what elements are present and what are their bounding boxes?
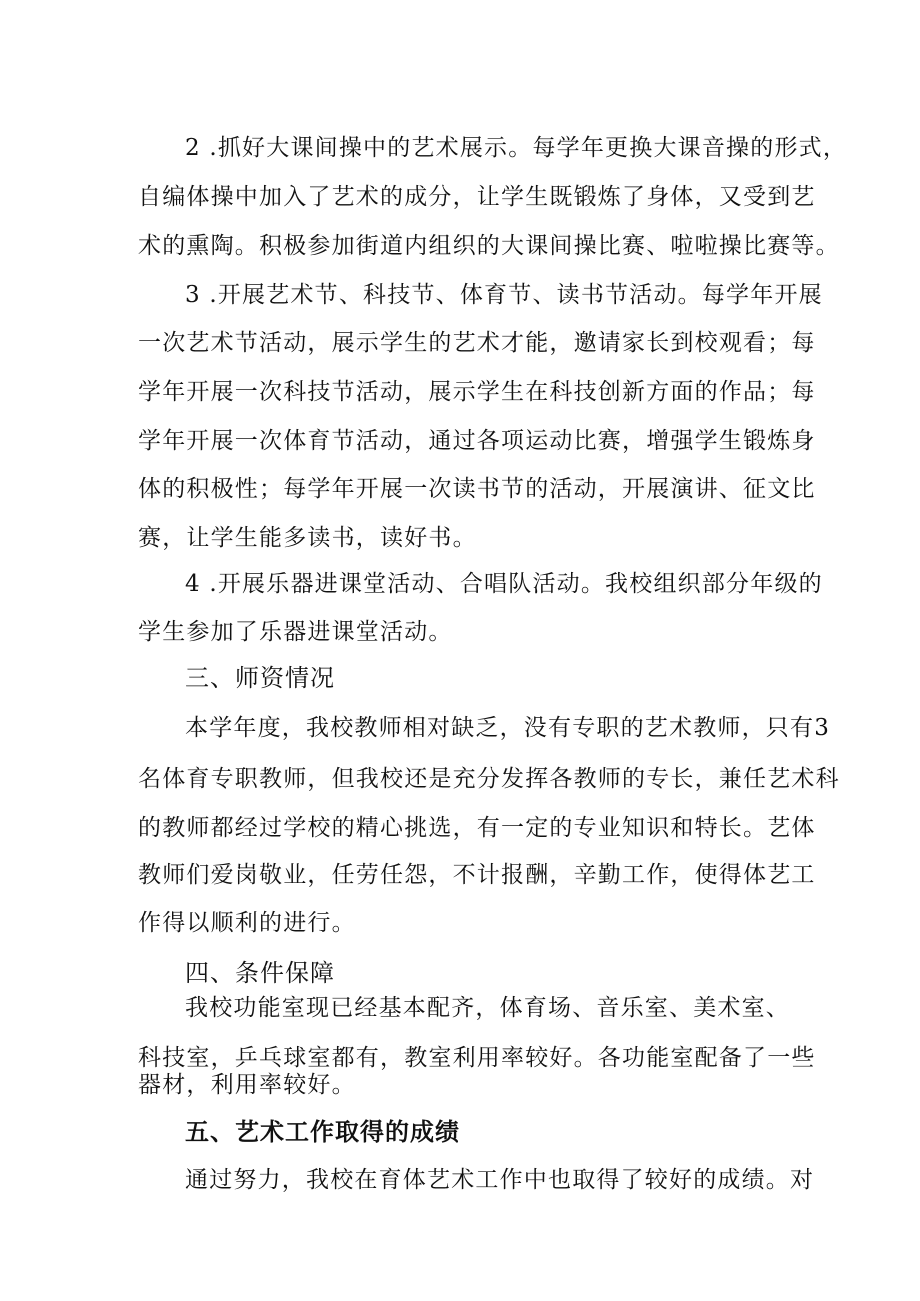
paragraph-4-line-1: 4 .开展乐器进课堂活动、合唱队活动。我校组织部分年级的 [185, 571, 823, 597]
paragraph-2-line-2: 自编体操中加入了艺术的成分，让学生既锻炼了身体，又受到艺 [138, 184, 816, 210]
paragraph-5-line-4: 教师们爱岗敬业，任劳任怨，不计报酬，辛勤工作，使得体艺工 [138, 862, 816, 888]
paragraph-2-line-3: 术的熏陶。积极参加街道内组织的大课间操比赛、啦啦操比赛等。 [138, 233, 840, 259]
paragraph-5-line-5: 作得以顺利的进行。 [138, 910, 356, 936]
paragraph-2-line-1: 2 .抓好大课间操中的艺术展示。每学年更换大课音操的形式， [185, 135, 848, 161]
paragraph-3-line-1: 3 .开展艺术节、科技节、体育节、读书节活动。每学年开展 [185, 282, 823, 308]
paragraph-3-line-3: 学年开展一次科技节活动，展示学生在科技创新方面的作品；每 [138, 379, 816, 405]
paragraph-5-line-3: 的教师都经过学校的精心挑选，有一定的专业知识和特长。艺体 [138, 815, 816, 841]
paragraph-7-line-1: 通过努力，我校在育体艺术工作中也取得了较好的成绩。对 [185, 1167, 815, 1193]
paragraph-6-line-2: 科技室，乒乓球室都有，教室利用率较好。各功能室配备了一些 [138, 1045, 816, 1071]
paragraph-3-line-4: 学年开展一次体育节活动，通过各项运动比赛，增强学生锻炼身 [138, 428, 816, 454]
paragraph-3-line-5: 体的积极性；每学年开展一次读书节的活动，开展演讲、征文比 [138, 476, 816, 502]
paragraph-5-line-1: 本学年度，我校教师相对缺乏，没有专职的艺术教师，只有3 [185, 715, 831, 741]
paragraph-3-line-6: 赛，让学生能多读书，读好书。 [138, 525, 477, 551]
paragraph-4-line-2: 学生参加了乐器进课堂活动。 [138, 619, 453, 645]
section-4-heading: 四、条件保障 [185, 959, 335, 987]
section-5-heading: 五、艺术工作取得的成绩 [185, 1118, 460, 1146]
section-3-heading: 三、师资情况 [185, 664, 335, 692]
paragraph-6-line-1: 我校功能室现已经基本配齐，体育场、音乐室、美术室、 [185, 995, 790, 1021]
paragraph-6-line-3: 器材，利用率较好。 [138, 1072, 356, 1098]
paragraph-3-line-2: 一次艺术节活动，展示学生的艺术才能，邀请家长到校观看；每 [138, 330, 816, 356]
paragraph-5-line-2: 名体育专职教师，但我校还是充分发挥各教师的专长，兼任艺术科 [138, 766, 840, 792]
